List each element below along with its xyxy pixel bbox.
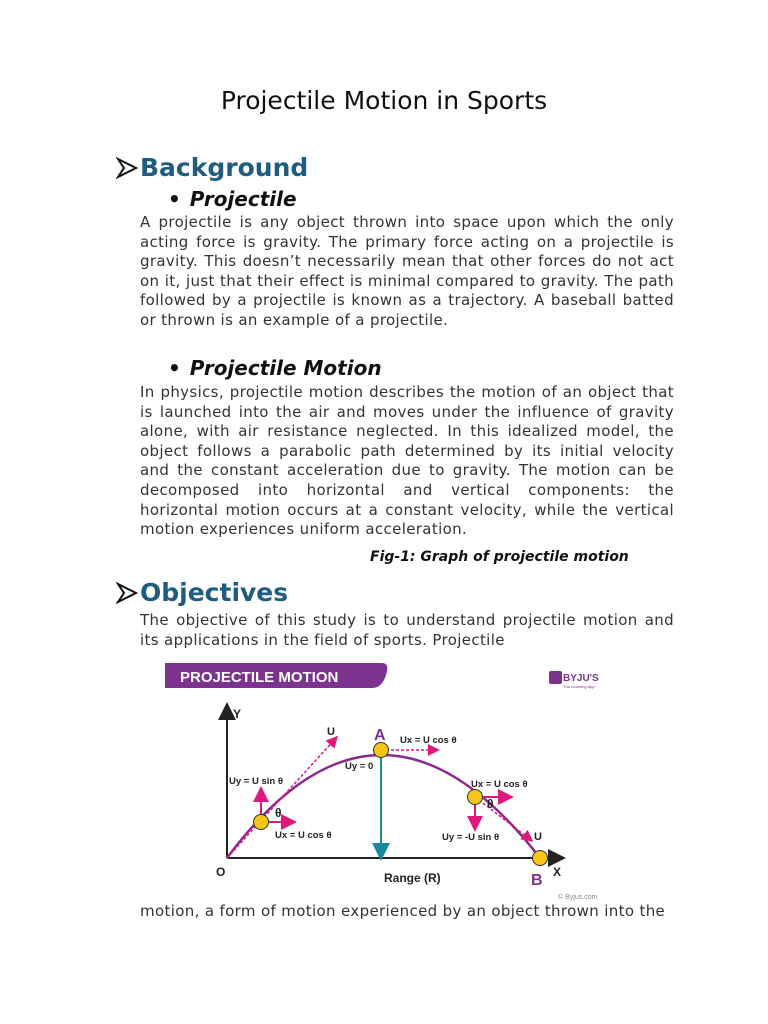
x-axis-label: X — [553, 865, 562, 879]
logo-tagline: The Learning App — [563, 684, 595, 689]
uy-label-right: Uy = -U sin θ — [442, 832, 500, 843]
paragraph-projectile: A projectile is any object thrown into space upon which the only acting force is gravity. The primary force acting on a projectile is gravity. This doesn’t necessarily mean that other forces do not act on it, just that their effect is minimal compared to gravity. The path followed by a projectile is known as a trajectory. A baseball batted or thrown is an example of a projectile. — [140, 213, 674, 329]
ux-label-left: Ux = U cos θ — [275, 830, 332, 841]
bullet-dot-icon: • — [168, 356, 181, 380]
u-label-right: U — [534, 831, 542, 843]
arrow-bullet-icon — [116, 582, 138, 604]
heading-text: Background — [140, 153, 309, 182]
y-axis-label: Y — [233, 707, 242, 721]
u-label-left: U — [327, 726, 335, 738]
logo-mark-icon — [549, 671, 562, 684]
ux-label-top: Ux = U cos θ — [400, 735, 457, 746]
section-heading-objectives — [116, 578, 288, 607]
theta-label-right: θ — [487, 797, 494, 811]
theta-label-left: θ — [275, 806, 282, 820]
credit-label: © Byjus.com — [558, 894, 598, 901]
projectile-motion-figure — [160, 660, 620, 905]
subheading-text: Projectile Motion — [189, 356, 382, 380]
subheading-projectile-motion — [168, 356, 382, 380]
paragraph-objectives: The objective of this study is to understand projectile motion and its applications in the field of sports. Projectile — [140, 611, 674, 649]
section-heading-background — [116, 153, 308, 182]
paragraph-objectives-continued: motion, a form of motion experienced by an object thrown into the — [140, 902, 666, 920]
ball-right — [468, 790, 483, 805]
point-b-label: B — [531, 872, 543, 889]
logo-text: BYJU'S — [563, 673, 599, 684]
origin-label: O — [216, 865, 226, 879]
range-label: Range (R) — [384, 871, 441, 885]
subheading-projectile — [168, 187, 297, 211]
paragraph-projectile-motion: In physics, projectile motion describes the motion of an object that is launched into the air and moves under the influence of gravity alone, with air resistance neglected. In this idealized model, the object follows a parabolic path determined by its initial velocity and the constant acceleration due to gravity. The motion can be decomposed into horizontal and vertical components: the horizontal motion occurs at a constant velocity, while the vertical motion experiences uniform acceleration. — [140, 383, 674, 539]
uy-label-top: Uy = 0 — [345, 761, 374, 772]
ux-label-right: Ux = U cos θ — [471, 779, 528, 790]
byjus-logo — [549, 671, 599, 689]
bullet-dot-icon: • — [168, 187, 181, 211]
uy-label-left: Uy = U sin θ — [229, 776, 283, 787]
page-title: Projectile Motion in Sports — [220, 86, 548, 115]
point-a-label: A — [374, 727, 386, 744]
banner-label: PROJECTILE MOTION — [180, 669, 339, 686]
subheading-text: Projectile — [189, 187, 297, 211]
ball-top — [374, 743, 389, 758]
ball-left — [254, 815, 269, 830]
banner — [165, 663, 387, 688]
figure-caption: Fig-1: Graph of projectile motion — [370, 549, 629, 565]
arrow-bullet-icon — [116, 157, 138, 179]
ball-landing — [533, 851, 548, 866]
heading-text: Objectives — [140, 578, 289, 607]
